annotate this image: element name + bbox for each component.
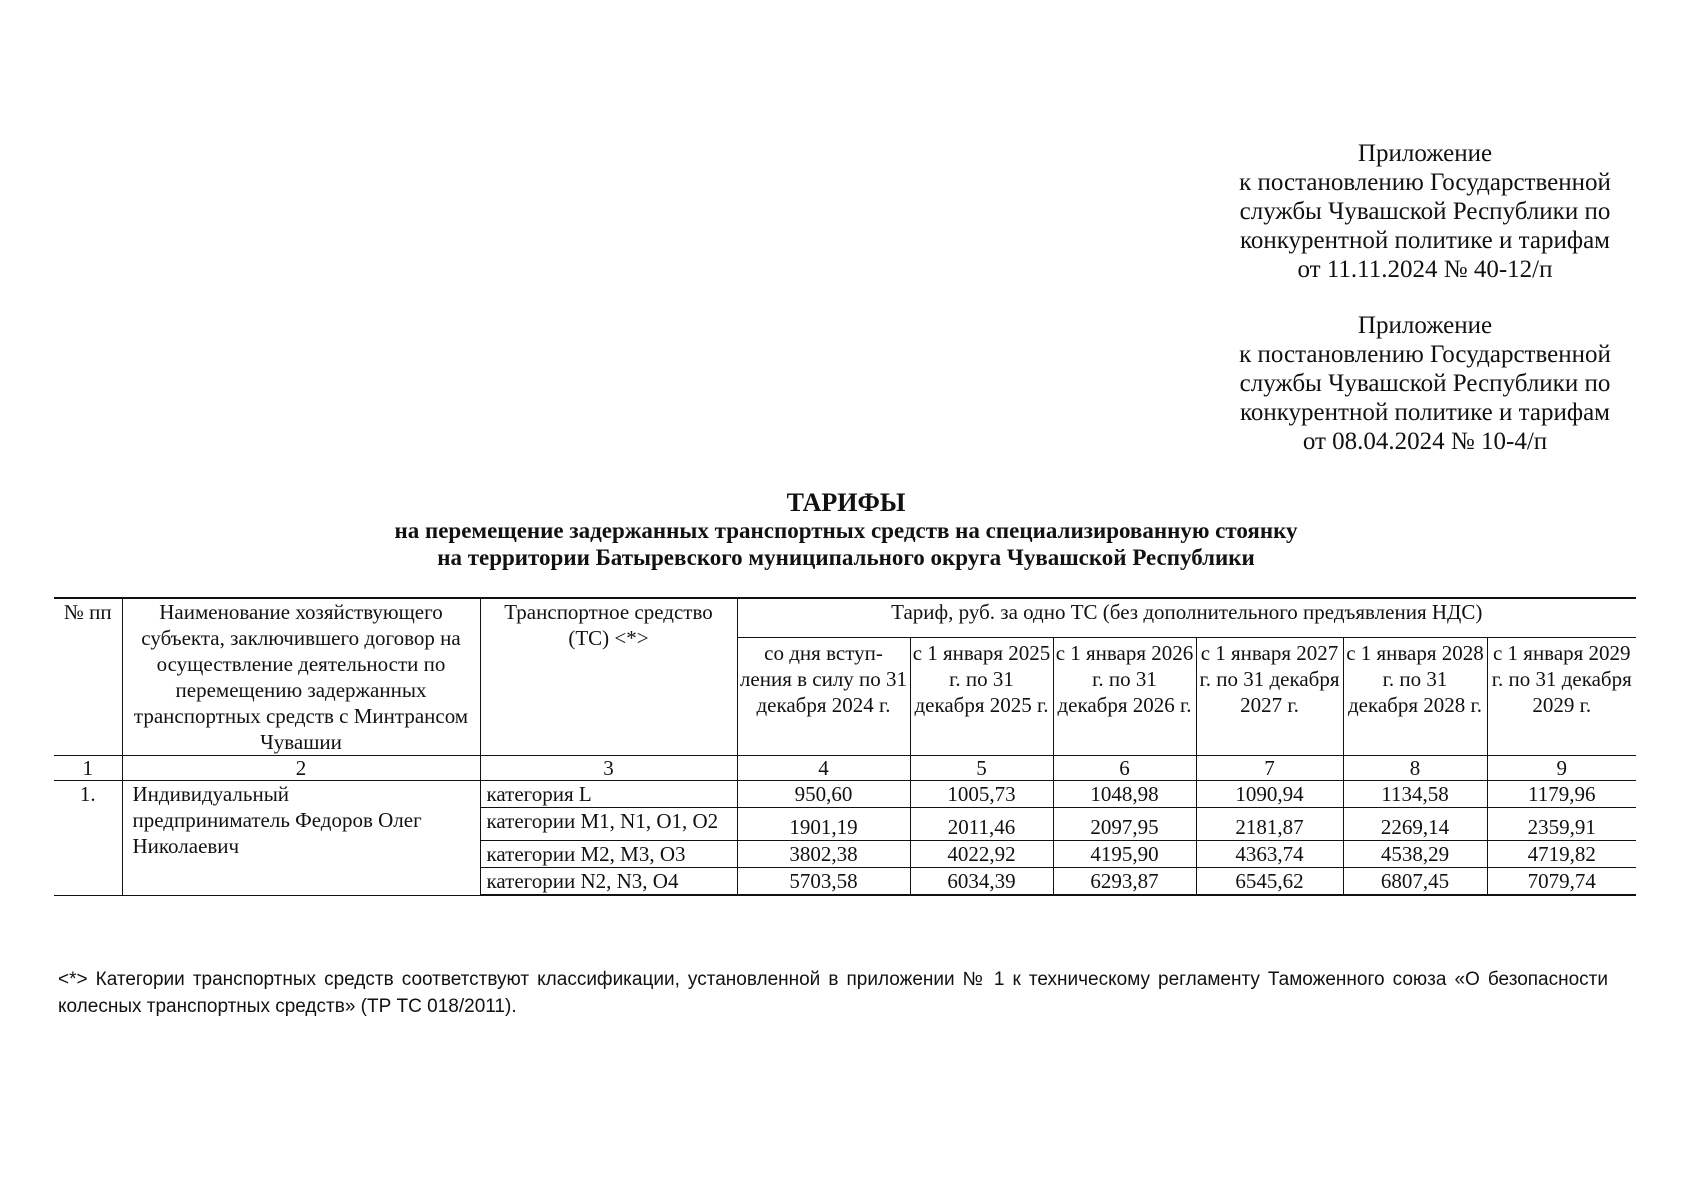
appendix-date-line: от 08.04.2024 № 10-4/п bbox=[1302, 428, 1548, 455]
column-number: 1 bbox=[54, 756, 122, 781]
column-number: 2 bbox=[122, 756, 480, 781]
header-period: с 1 января 2025 г. по 31 декабря 2025 г. bbox=[910, 637, 1053, 755]
header-period: со дня вступ-ления в силу по 31 декабря 2024 г. bbox=[737, 637, 910, 755]
tariff-table bbox=[54, 597, 1636, 896]
appendix-block-1 bbox=[1200, 139, 1650, 284]
tariff-value: 2011,46 bbox=[910, 808, 1053, 841]
appendix-line: службы Чувашской Республики по bbox=[1239, 198, 1611, 225]
document-subtitle: на перемещение задержанных транспортных средств на специализированную стоянку bbox=[394, 518, 1298, 543]
column-number: 5 bbox=[910, 756, 1053, 781]
tariff-value: 4719,82 bbox=[1487, 841, 1636, 868]
tariff-value: 1179,96 bbox=[1487, 781, 1636, 808]
tariff-value: 3802,38 bbox=[737, 841, 910, 868]
table-row bbox=[54, 781, 1636, 808]
appendix-line: службы Чувашской Республики по bbox=[1239, 370, 1611, 397]
header-period: с 1 января 2029 г. по 31 декабря 2029 г. bbox=[1487, 637, 1636, 755]
header-row bbox=[54, 598, 1636, 637]
tariff-value: 4195,90 bbox=[1053, 841, 1196, 868]
header-period: с 1 января 2026 г. по 31 декабря 2026 г. bbox=[1053, 637, 1196, 755]
column-number-row bbox=[54, 756, 1636, 781]
tariff-value: 4022,92 bbox=[910, 841, 1053, 868]
column-number: 3 bbox=[480, 756, 737, 781]
tariff-value: 1048,98 bbox=[1053, 781, 1196, 808]
appendix-line: конкурентной политике и тарифам bbox=[1240, 227, 1610, 254]
vehicle-category: категория L bbox=[480, 781, 737, 808]
header-tariff-group: Тариф, руб. за одно ТС (без дополнительного предъявления НДС) bbox=[737, 598, 1636, 637]
tariff-value: 1901,19 bbox=[737, 808, 910, 841]
column-number: 6 bbox=[1053, 756, 1196, 781]
appendix-title: Приложение bbox=[1357, 312, 1493, 339]
entity-name: Индивидуальный предприниматель Федоров Олег Николаевич bbox=[122, 781, 480, 896]
column-number: 9 bbox=[1487, 756, 1636, 781]
appendix-title: Приложение bbox=[1357, 140, 1493, 167]
tariff-value: 950,60 bbox=[737, 781, 910, 808]
column-number: 4 bbox=[737, 756, 910, 781]
appendix-line: к постановлению Государственной bbox=[1239, 169, 1611, 196]
column-number: 7 bbox=[1196, 756, 1343, 781]
vehicle-category: категории M2, M3, O3 bbox=[480, 841, 737, 868]
tariff-value: 5703,58 bbox=[737, 868, 910, 896]
header-vehicle: Транспортное средство (ТС) <*> bbox=[480, 598, 737, 756]
tariff-value: 2097,95 bbox=[1053, 808, 1196, 841]
tariff-value: 6807,45 bbox=[1343, 868, 1487, 896]
column-number: 8 bbox=[1343, 756, 1487, 781]
appendix-block-2 bbox=[1200, 311, 1650, 456]
tariff-value: 2359,91 bbox=[1487, 808, 1636, 841]
vehicle-category: категории N2, N3, O4 bbox=[480, 868, 737, 896]
tariff-value: 1090,94 bbox=[1196, 781, 1343, 808]
header-num: № пп bbox=[54, 598, 122, 756]
tariff-value: 7079,74 bbox=[1487, 868, 1636, 896]
document-title: ТАРИФЫ bbox=[786, 488, 906, 517]
tariff-value: 4363,74 bbox=[1196, 841, 1343, 868]
appendix-date-line: от 11.11.2024 № 40-12/п bbox=[1297, 256, 1553, 283]
tariff-value: 4538,29 bbox=[1343, 841, 1487, 868]
tariff-value: 1134,58 bbox=[1343, 781, 1487, 808]
tariff-value: 6034,39 bbox=[910, 868, 1053, 896]
header-entity: Наименование хозяйствующего субъекта, заключившего договор на осуществление деятельности по перемещению задержанных транспортных средств с Минтрансом Чувашии bbox=[122, 598, 480, 756]
footnote: <*> Категории транспортных средств соответствуют классификации, установленной в приложении № 1 к техническому регламенту Таможенного союза «О безопасности колесных транспортных средств» (ТР ТС 018/2011). bbox=[58, 969, 1608, 1017]
row-number: 1. bbox=[54, 781, 122, 896]
header-period: с 1 января 2027 г. по 31 декабря 2027 г. bbox=[1196, 637, 1343, 755]
tariff-value: 1005,73 bbox=[910, 781, 1053, 808]
tariff-value: 2269,14 bbox=[1343, 808, 1487, 841]
appendix-line: к постановлению Государственной bbox=[1239, 341, 1611, 368]
tariff-value: 2181,87 bbox=[1196, 808, 1343, 841]
header-period: с 1 января 2028 г. по 31 декабря 2028 г. bbox=[1343, 637, 1487, 755]
vehicle-category: категории M1, N1, O1, O2 bbox=[480, 808, 737, 841]
document-subtitle: на территории Батыревского муниципального округа Чувашской Республики bbox=[437, 545, 1255, 570]
tariff-value: 6545,62 bbox=[1196, 868, 1343, 896]
tariff-value: 6293,87 bbox=[1053, 868, 1196, 896]
appendix-line: конкурентной политике и тарифам bbox=[1240, 399, 1610, 426]
